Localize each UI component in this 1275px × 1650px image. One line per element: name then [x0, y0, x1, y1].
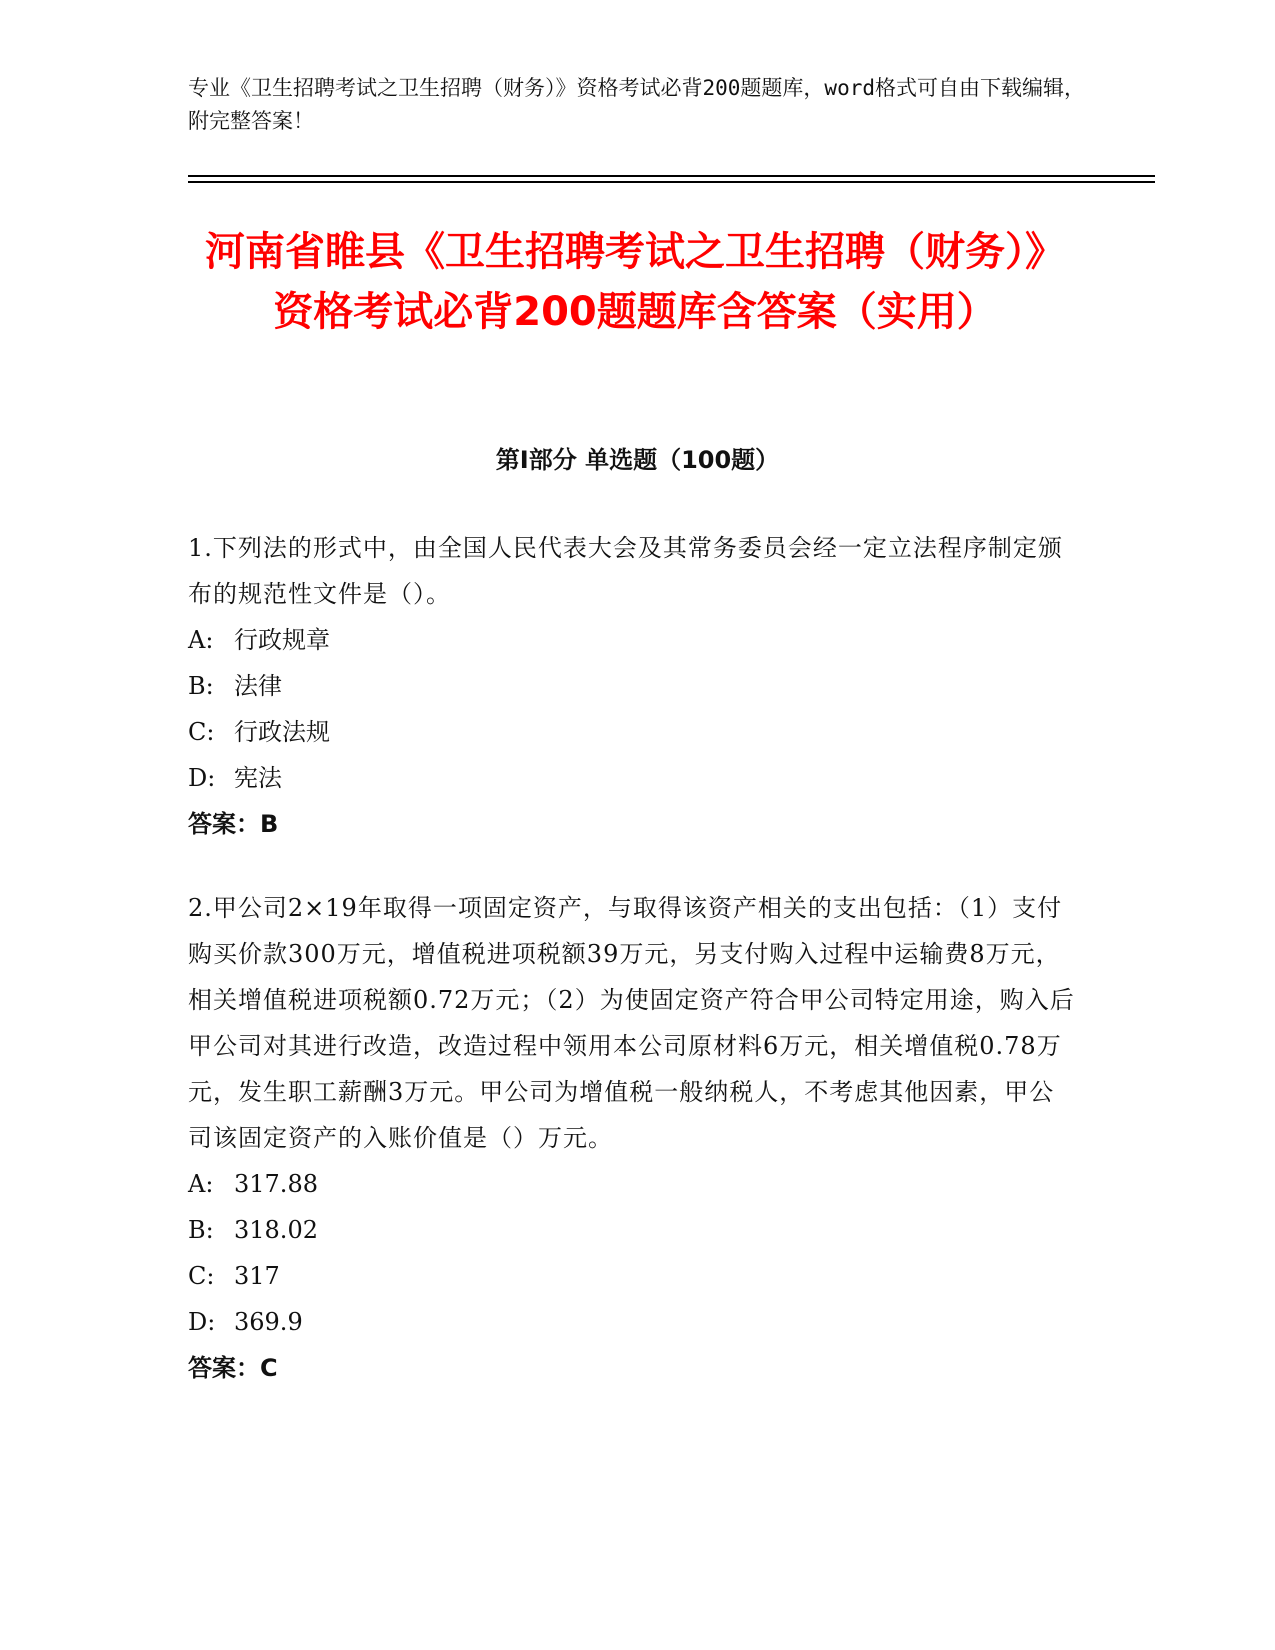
question-2	[188, 885, 1078, 1391]
option-key: A:	[188, 1170, 214, 1198]
document-title: 河南省睢县《卫生招聘考试之卫生招聘（财务）》资格考试必背200题题库含答案（实用）	[205, 229, 1065, 335]
question-1	[188, 525, 1078, 847]
header-divider-bottom	[188, 181, 1155, 183]
option-text: 行政规章	[234, 626, 330, 654]
header-divider-top	[188, 175, 1155, 177]
option-c	[188, 709, 1078, 755]
option-key: B:	[188, 1216, 214, 1244]
option-text: 法律	[234, 672, 282, 700]
option-text: 318.02	[234, 1216, 318, 1244]
option-b	[188, 1207, 1078, 1253]
option-key: D:	[188, 764, 216, 792]
question-stem: 2.甲公司2×19年取得一项固定资产，与取得该资产相关的支出包括：（1）支付购买价款300万元，增值税进项税额39万元，另支付购入过程中运输费8万元，相关增值税进项税额0.72万元；（2）为使固定资产符合甲公司特定用途，购入后甲公司对其进行改造，改造过程中领用本公司原材料6万元，相关增值税0.78万元，发生职工薪酬3万元。甲公司为增值税一般纳税人，不考虑其他因素，甲公司该固定资产的入账价值是（）万元。	[188, 894, 1075, 1152]
option-d	[188, 1299, 1078, 1345]
option-d	[188, 755, 1078, 801]
option-c	[188, 1253, 1078, 1299]
option-b	[188, 663, 1078, 709]
answer-label: 答案：B	[188, 810, 279, 838]
option-a	[188, 617, 1078, 663]
option-a	[188, 1161, 1078, 1207]
answer-label: 答案：C	[188, 1354, 278, 1382]
header-note: 专业《卫生招聘考试之卫生招聘（财务）》资格考试必背200题题库，word格式可自由下载编辑，附完整答案！	[188, 76, 1085, 133]
option-text: 369.9	[234, 1308, 303, 1336]
option-text: 宪法	[234, 764, 282, 792]
option-key: A:	[188, 626, 214, 654]
option-text: 行政法规	[234, 718, 330, 746]
option-text: 317.88	[234, 1170, 318, 1198]
option-text: 317	[234, 1262, 280, 1290]
option-key: C:	[188, 718, 215, 746]
section-heading: 第Ⅰ部分 单选题（100题）	[495, 446, 780, 474]
option-key: B:	[188, 672, 214, 700]
option-key: D:	[188, 1308, 216, 1336]
option-key: C:	[188, 1262, 215, 1290]
question-stem: 1.下列法的形式中，由全国人民代表大会及其常务委员会经一定立法程序制定颁布的规范性文件是（）。	[188, 534, 1063, 608]
